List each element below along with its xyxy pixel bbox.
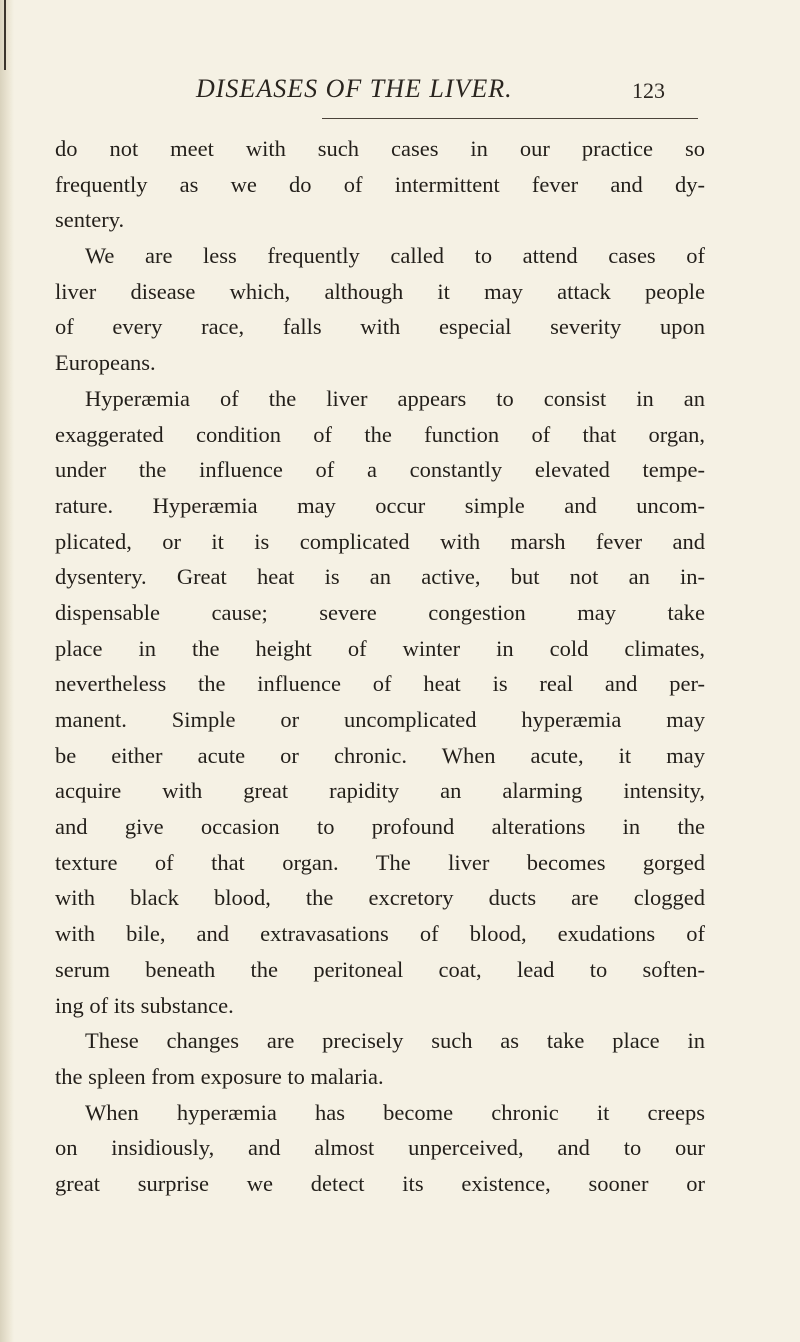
header-rule	[322, 118, 698, 119]
page-binding-line	[4, 0, 6, 70]
text-line: great surprise we detect its existence, sooner or	[55, 1170, 705, 1196]
text-line: ing of its substance.	[55, 992, 234, 1018]
paragraph-start-line: We are less frequently called to attend cases of	[85, 243, 705, 269]
paragraph-start-line: These changes are precisely such as take place in	[85, 1028, 705, 1054]
paragraph-start-line: Hyperæmia of the liver appears to consist in an	[85, 385, 705, 411]
text-line: plicated, or it is complicated with marsh fever and	[55, 528, 705, 554]
page-binding-edge	[0, 0, 14, 1342]
paragraph-start-line: When hyperæmia has become chronic it creeps	[85, 1099, 705, 1125]
text-line: exaggerated condition of the function of that organ,	[55, 421, 705, 447]
text-line: Europeans.	[55, 350, 156, 376]
text-line: with black blood, the excretory ducts are clogged	[55, 885, 705, 911]
text-line: of every race, falls with especial severity upon	[55, 314, 705, 340]
text-line: liver disease which, although it may attack people	[55, 278, 705, 304]
text-line: be either acute or chronic. When acute, it may	[55, 742, 705, 768]
text-line: dispensable cause; severe congestion may take	[55, 599, 705, 625]
text-line: rature. Hyperæmia may occur simple and uncom-	[55, 492, 705, 518]
text-line: place in the height of winter in cold climates,	[55, 635, 705, 661]
running-title: DISEASES OF THE LIVER.	[196, 74, 513, 103]
text-line: and give occasion to profound alterations in the	[55, 814, 705, 840]
running-head	[0, 74, 800, 106]
body-text	[55, 131, 705, 1202]
text-line: on insidiously, and almost unperceived, and to our	[55, 1135, 705, 1161]
text-line: texture of that organ. The liver becomes gorged	[55, 849, 705, 875]
text-line: dysentery. Great heat is an active, but not an in-	[55, 564, 705, 590]
text-line: do not meet with such cases in our practice so	[55, 136, 705, 161]
text-line: manent. Simple or uncomplicated hyperæmia may	[55, 707, 705, 732]
text-line: under the influence of a constantly elevated tempe-	[55, 457, 705, 483]
text-line: nevertheless the influence of heat is real and per-	[55, 671, 705, 697]
text-line: sentery.	[55, 207, 125, 233]
page-number: 123	[632, 78, 665, 103]
text-line: frequently as we do of intermittent fever and dy-	[55, 171, 705, 197]
text-line: acquire with great rapidity an alarming intensity,	[55, 778, 705, 804]
text-line: serum beneath the peritoneal coat, lead to soften-	[55, 956, 705, 982]
text-line: the spleen from exposure to malaria.	[55, 1063, 384, 1089]
text-line: with bile, and extravasations of blood, exudations of	[55, 921, 705, 947]
